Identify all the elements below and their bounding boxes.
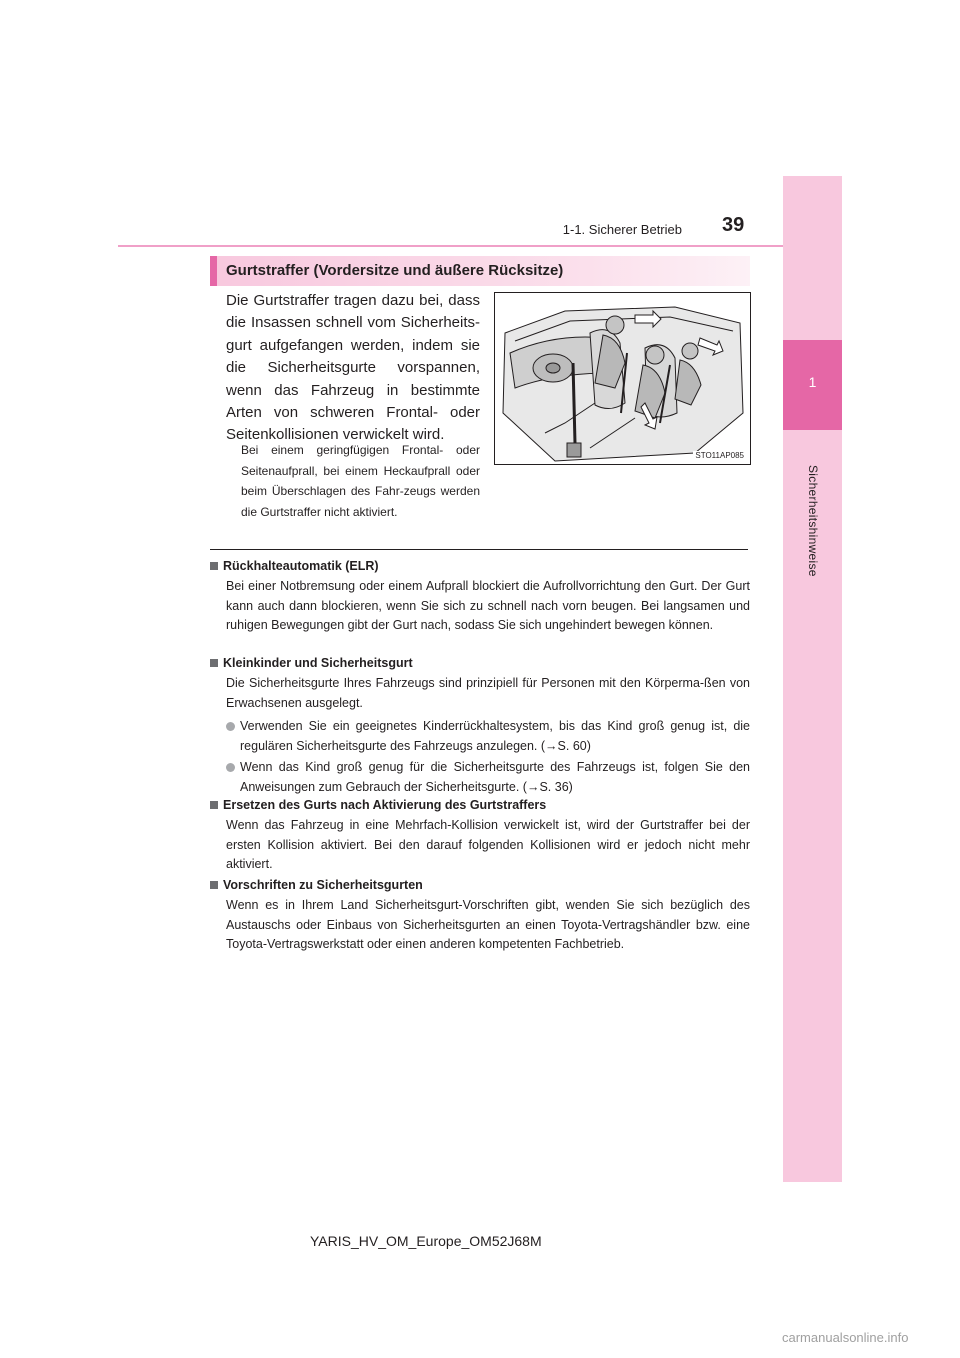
running-header-section: 1-1. Sicherer Betrieb: [562, 222, 682, 237]
section-heading-accent: [210, 256, 217, 286]
info-item-title: [210, 878, 750, 892]
info-item-title: [210, 656, 750, 670]
info-item-body: Wenn das Fahrzeug in eine Mehrfach-Kollision verwickelt ist, wird der Gurtstraffer bei der ersten Kollision aktiviert. Bei den darauf folgenden Kollisionen wird er jedoch nicht mehr aktiviert.: [226, 818, 750, 871]
round-bullet-icon: [226, 722, 235, 731]
info-item-title: [210, 559, 750, 573]
info-item-title-text: Kleinkinder und Sicherheitsgurt: [223, 656, 413, 670]
info-item-title-text: Ersetzen des Gurts nach Aktivierung des Gurtstraffers: [223, 798, 547, 812]
square-bullet-icon: [210, 801, 218, 809]
info-item-body: Die Sicherheitsgurte Ihres Fahrzeugs sind prinzipiell für Personen mit den Körperma-ßen von Erwachsenen ausgelegt.: [226, 676, 750, 710]
round-bullet-icon: [226, 763, 235, 772]
section-separator: [210, 549, 748, 550]
square-bullet-icon: [210, 881, 218, 889]
watermark: carmanualsonline.info: [782, 1330, 909, 1345]
sub-bullet: [226, 717, 750, 756]
info-item-title-text: Rückhalteautomatik (ELR): [223, 559, 379, 573]
intro-paragraph: Die Gurtstraffer tragen dazu bei, dass die Insassen schnell vom Sicherheits-gurt aufgefangen werden, indem sie die Sicherheitsgurte vorspannen, wenn das Fahrzeug in bestimmte Arten von schweren Frontal- oder Seitenkollisionen verwickelt wird.: [226, 292, 480, 444]
sub-bullet: [226, 758, 750, 797]
document-footer-code: YARIS_HV_OM_Europe_OM52J68M: [310, 1233, 542, 1249]
note-paragraph: Bei einem geringfügigen Frontal- oder Seitenaufprall, bei einem Heckaufprall oder beim Überschlagen des Fahr-zeugs werden die Gurtstraffer nicht aktiviert.: [241, 443, 480, 519]
illustration-code: STO11AP085: [695, 451, 744, 460]
info-item-title: [210, 798, 750, 812]
info-item: [210, 878, 750, 955]
page-number: 39: [722, 214, 745, 236]
info-item-body: Bei einer Notbremsung oder einem Aufprall blockiert die Aufrollvorrichtung den Gurt. Der Gurt kann auch dann blockieren, wenn Sie sich zu schnell nach vorn beugen. Bei langsamen und ruhigen Bewegungen gibt der Gurt nach, sodass Sie sich ungehindert bewegen können.: [226, 579, 750, 632]
header-rule: [118, 245, 783, 247]
sub-bullet-text: Wenn das Kind groß genug für die Sicherheitsgurte des Fahrzeugs ist, folgen Sie den Anweisungen zum Gebrauch der Sicherheitsgurte. (→S. 36): [240, 760, 750, 794]
sub-bullet-text: Verwenden Sie ein geeignetes Kinderrückhaltesystem, bis das Kind groß genug ist, die regulären Sicherheitsgurte des Fahrzeugs anzulegen. (→S. 60): [240, 719, 750, 753]
car-interior-drawing: [495, 293, 750, 464]
chapter-tab-number: 1: [808, 374, 817, 390]
info-item: [210, 798, 750, 875]
info-item-body: Wenn es in Ihrem Land Sicherheitsgurt-Vorschriften gibt, wenden Sie sich bezüglich des Austauschs oder Einbaus von Sicherheitsgurten an einen Toyota-Vertragshändler bzw. eine Toyota-Vertragswerkstatt oder einen anderen kompetenten Fachbetrieb.: [226, 898, 750, 951]
info-item: [210, 559, 750, 636]
seatbelt-pretensioner-illustration: [494, 292, 751, 465]
square-bullet-icon: [210, 659, 218, 667]
chapter-tab-strip: [783, 176, 842, 1182]
chapter-tab-label: Sicherheitshinweise: [806, 465, 820, 577]
info-item: [210, 656, 750, 713]
info-item-title-text: Vorschriften zu Sicherheitsgurten: [223, 878, 423, 892]
square-bullet-icon: [210, 562, 218, 570]
section-heading: Gurtstraffer (Vordersitze und äußere Rücksitze): [226, 262, 564, 279]
